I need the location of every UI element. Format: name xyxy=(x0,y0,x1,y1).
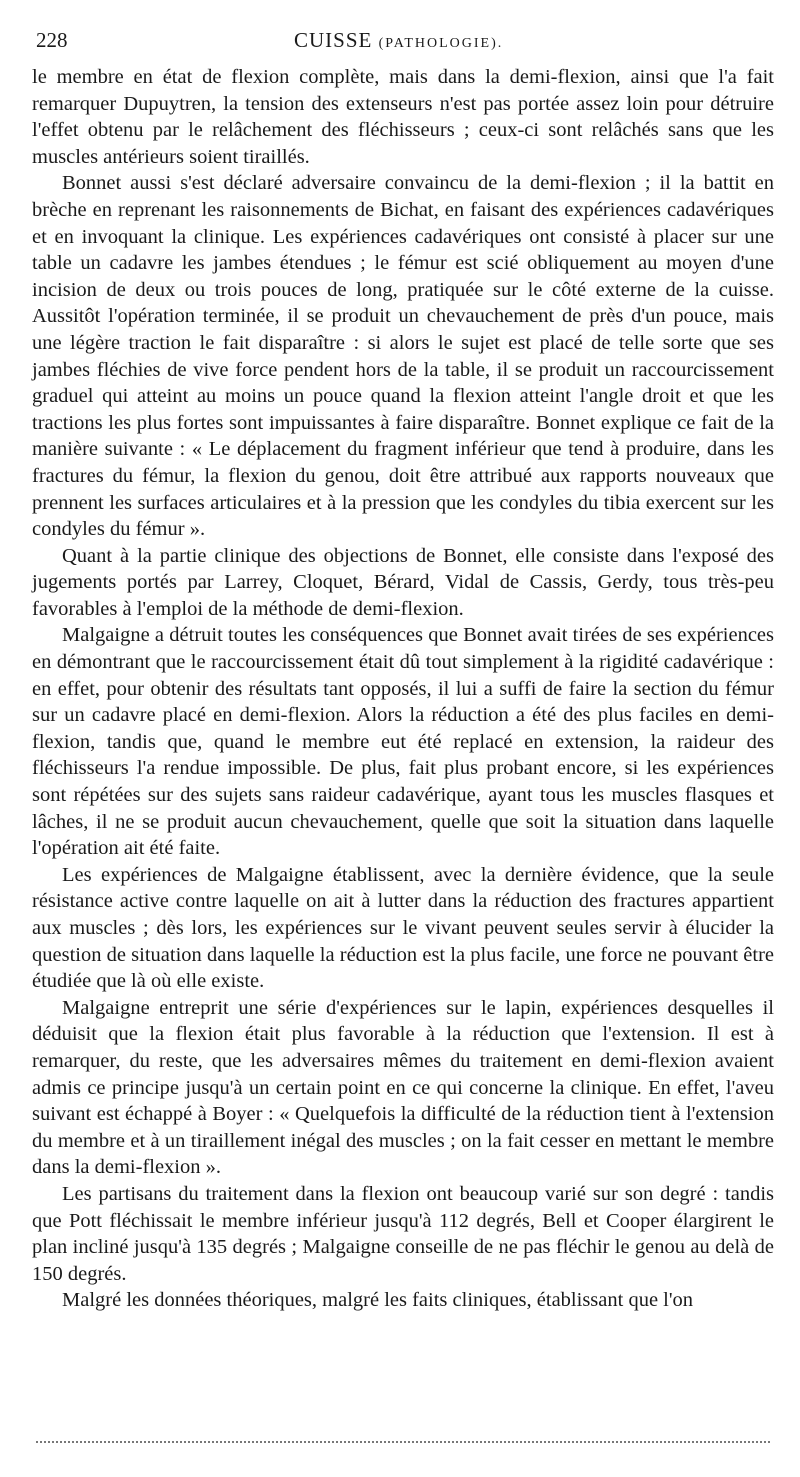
running-title-subtitle: (PATHOLOGIE). xyxy=(378,36,504,51)
paragraph: Malgaigne a détruit toutes les conséquences que Bonnet avait tirées de ses expériences en démontrant que le raccourcissement était dû tout simplement à la rigidité cadavérique : en effet, pour obtenir des résultats tant opposés, il lui a suffi de faire la section du fémur sur un cadavre placé en demi-flexion. Alors la réduction a été des plus faciles en demi-flexion, tandis que, quand le membre eut été replacé en extension, la raideur des fléchisseurs l'a rendue impossible. De plus, fait plus probant encore, si les expériences sont répétées sur des sujets sans raideur cadavérique, ayant tous les muscles flasques et lâches, il ne se produit aucun chevauchement, quelle que soit la situation dans laquelle l'opération ait été faite. xyxy=(32,624,774,860)
running-title xyxy=(294,28,503,53)
footer-dotted-rule xyxy=(36,1441,770,1443)
running-title-main: CUISSE xyxy=(294,28,373,52)
paragraph: Bonnet aussi s'est déclaré adversaire convaincu de la demi-flexion ; il la battit en brèche en reprenant les raisonnements de Bichat, en faisant des expériences cadavériques et en invoquant la clinique. Les expériences cadavériques ont consisté à placer sur une table un cadavre les jambes étendues ; le fémur est scié obliquement au moyen d'une incision de deux ou trois pouces de long, pratiquée sur le côté externe de la cuisse. Aussitôt l'opération terminée, il se produit un chevauchement de près d'un pouce, mais une légère traction le fait disparaître : si alors le sujet est placé de telle sorte que ses jambes fléchies de vive force pendent hors de la table, il se produit un raccourcissement graduel qui atteint au moins un pouce quand la flexion atteint l'angle droit et que les tractions les plus fortes sont impuissantes à faire disparaître. Bonnet explique ce fait de la manière suivante : « Le déplacement du fragment inférieur que tend à produire, dans les fractures du fémur, la flexion du genou, doit être attribué aux rapports nouveaux que prennent les surfaces articulaires et à la pression que les condyles du tibia exercent sur les condyles du fémur ». xyxy=(32,172,774,541)
paragraph: Les expériences de Malgaigne établissent, avec la dernière évidence, que la seule résistance active contre laquelle on ait à lutter dans la réduction des fractures appartient aux muscles ; dès lors, les expériences sur le vivant peuvent seules servir à élucider la question de situation dans laquelle la réduction est la plus facile, une force ne pouvant être étudiée que là où elle existe. xyxy=(32,863,774,993)
paragraph: Malgré les données théoriques, malgré les faits cliniques, établissant que l'on xyxy=(62,1289,694,1312)
page xyxy=(32,24,774,1314)
paragraph: Quant à la partie clinique des objections de Bonnet, elle consiste dans l'exposé des jugements portés par Larrey, Cloquet, Bérard, Vidal de Cassis, Gerdy, tous très-peu favorables à l'emploi de la méthode de demi-flexion. xyxy=(32,544,774,620)
page-number: 228 xyxy=(36,28,68,52)
paragraph: Les partisans du traitement dans la flexion ont beaucoup varié sur son degré : tandis que Pott fléchissait le membre inférieur jusqu'à 112 degrés, Bell et Cooper élargirent le plan incliné jusqu'à 135 degrés ; Malgaigne conseille de ne pas fléchir le genou au delà de 150 degrés. xyxy=(32,1182,774,1285)
paragraph: Malgaigne entreprit une série d'expériences sur le lapin, expériences desquelles il déduisit que la flexion était plus favorable à la réduction que l'extension. Il est à remarquer, du reste, que les adversaires mêmes du traitement en demi-flexion avaient admis ce principe jusqu'à un certain point en ce qui concerne la clinique. En effet, l'aveu suivant est échappé à Boyer : « Quelquefois la difficulté de la réduction tient à l'extension du membre et à un tiraillement inégal des muscles ; on la fait cesser en mettant le membre dans la demi-flexion ». xyxy=(32,996,774,1179)
page-header xyxy=(32,24,774,56)
body-text xyxy=(32,64,774,1314)
paragraph: le membre en état de flexion complète, mais dans la demi-flexion, ainsi que l'a fait remarquer Dupuytren, la tension des extenseurs n'est pas portée assez loin pour détruire l'effet obtenu par le relâchement des fléchisseurs ; ceux-ci sont relâchés sans que les muscles antérieurs soient tiraillés. xyxy=(32,66,774,168)
